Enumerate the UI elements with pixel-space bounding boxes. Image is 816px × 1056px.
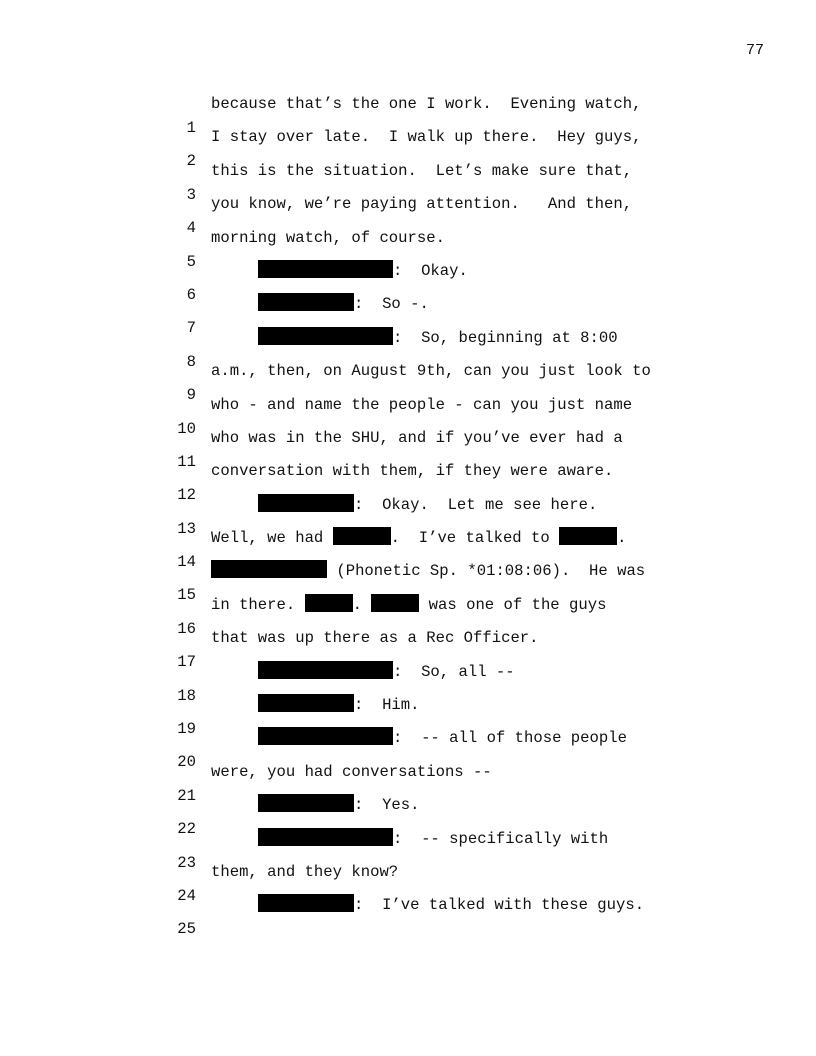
speaker-line [258, 493, 597, 517]
speaker-line [258, 726, 627, 750]
line-number: 15 [177, 586, 196, 605]
line-number: 3 [186, 185, 196, 204]
line-number: 10 [177, 419, 196, 438]
transcript-line [0, 860, 816, 905]
speaker-line [258, 827, 608, 851]
line-number: 13 [177, 519, 196, 538]
page-number: 77 [745, 42, 764, 59]
transcript-line [0, 159, 816, 204]
line-text: : Yes. [354, 796, 420, 815]
line-text: : Okay. Let me see here. [354, 495, 598, 514]
line-text: : I’ve talked with these guys. [354, 896, 645, 915]
line-text: this is the situation. Let’s make sure that, [211, 161, 633, 180]
line-text: : -- all of those people [393, 729, 627, 748]
line-text: I stay over late. I walk up there. Hey guys, [211, 128, 642, 147]
line-text: because that’s the one I work. Evening watch, [211, 95, 642, 113]
line-number: 24 [177, 886, 196, 905]
line-number: 2 [186, 152, 196, 171]
redacted-name [211, 560, 327, 578]
redacted-speaker-name [258, 327, 393, 345]
line-text: were, you had conversations -- [211, 762, 492, 781]
speaker-line [258, 693, 420, 717]
redacted-speaker-name [258, 727, 393, 745]
redacted-speaker-name [258, 260, 393, 278]
line-text: Well, we had . I’ve talked to . [211, 529, 627, 548]
speaker-line [258, 259, 468, 283]
speaker-line [258, 660, 515, 684]
line-text: that was up there as a Rec Officer. [211, 629, 539, 648]
line-text: conversation with them, if they were aware. [211, 462, 614, 481]
transcript-line [0, 893, 816, 939]
line-number: 19 [177, 720, 196, 739]
transcript-line [0, 760, 816, 805]
line-number: 12 [177, 486, 196, 505]
redacted-speaker-name [258, 694, 354, 712]
speaker-line [258, 893, 644, 917]
redacted-speaker-name [258, 794, 354, 812]
line-text: who was in the SHU, and if you’ve ever had a [211, 428, 623, 447]
line-text: : Him. [354, 696, 420, 715]
line-number: 6 [186, 285, 196, 304]
transcript-line [0, 426, 816, 471]
transcript-line [0, 660, 816, 705]
line-text: a.m., then, on August 9th, can you just look to [211, 362, 651, 381]
transcript-body [0, 92, 816, 939]
line-text: (Phonetic Sp. *01:08:06). He was [211, 559, 645, 583]
line-number: 8 [186, 352, 196, 371]
line-text: : So, beginning at 8:00 [393, 328, 618, 347]
speaker-line [258, 326, 618, 350]
line-number: 25 [177, 920, 196, 939]
line-text: : -- specifically with [393, 829, 609, 848]
line-number: 22 [177, 820, 196, 839]
line-number: 23 [177, 853, 196, 872]
line-text: : So -. [354, 295, 429, 314]
redacted-speaker-name [258, 293, 354, 311]
line-text: in there. . was one of the guys [211, 595, 607, 614]
line-number: 14 [177, 553, 196, 572]
line-number: 11 [177, 452, 196, 471]
line-number: 1 [186, 119, 196, 137]
line-text: : So, all -- [393, 662, 515, 681]
line-number: 17 [177, 653, 196, 672]
redacted-speaker-name [258, 494, 354, 512]
line-number: 9 [186, 386, 196, 405]
line-number: 21 [177, 786, 196, 805]
line-number: 16 [177, 619, 196, 638]
speaker-line [258, 793, 420, 817]
line-number: 5 [186, 252, 196, 271]
redacted-name [371, 594, 419, 612]
line-number: 4 [186, 219, 196, 238]
line-number: 20 [177, 753, 196, 772]
redacted-speaker-name [258, 661, 393, 679]
line-text: you know, we’re paying attention. And then, [211, 195, 633, 214]
redacted-name [333, 527, 391, 545]
redacted-name [305, 594, 353, 612]
transcript-line [0, 493, 816, 538]
transcript-line [0, 593, 816, 638]
speaker-line [258, 292, 429, 316]
line-text: who - and name the people - can you just name [211, 395, 633, 414]
line-text: them, and they know? [211, 862, 399, 881]
transcript-line [0, 92, 816, 137]
redacted-name [559, 527, 617, 545]
line-text: morning watch, of course. [211, 228, 445, 247]
transcript-line [0, 326, 816, 371]
line-text: : Okay. [393, 261, 468, 280]
redacted-speaker-name [258, 828, 393, 846]
line-number: 18 [177, 686, 196, 705]
transcript-line [0, 259, 816, 304]
redacted-speaker-name [258, 894, 354, 912]
line-number: 7 [186, 319, 196, 338]
